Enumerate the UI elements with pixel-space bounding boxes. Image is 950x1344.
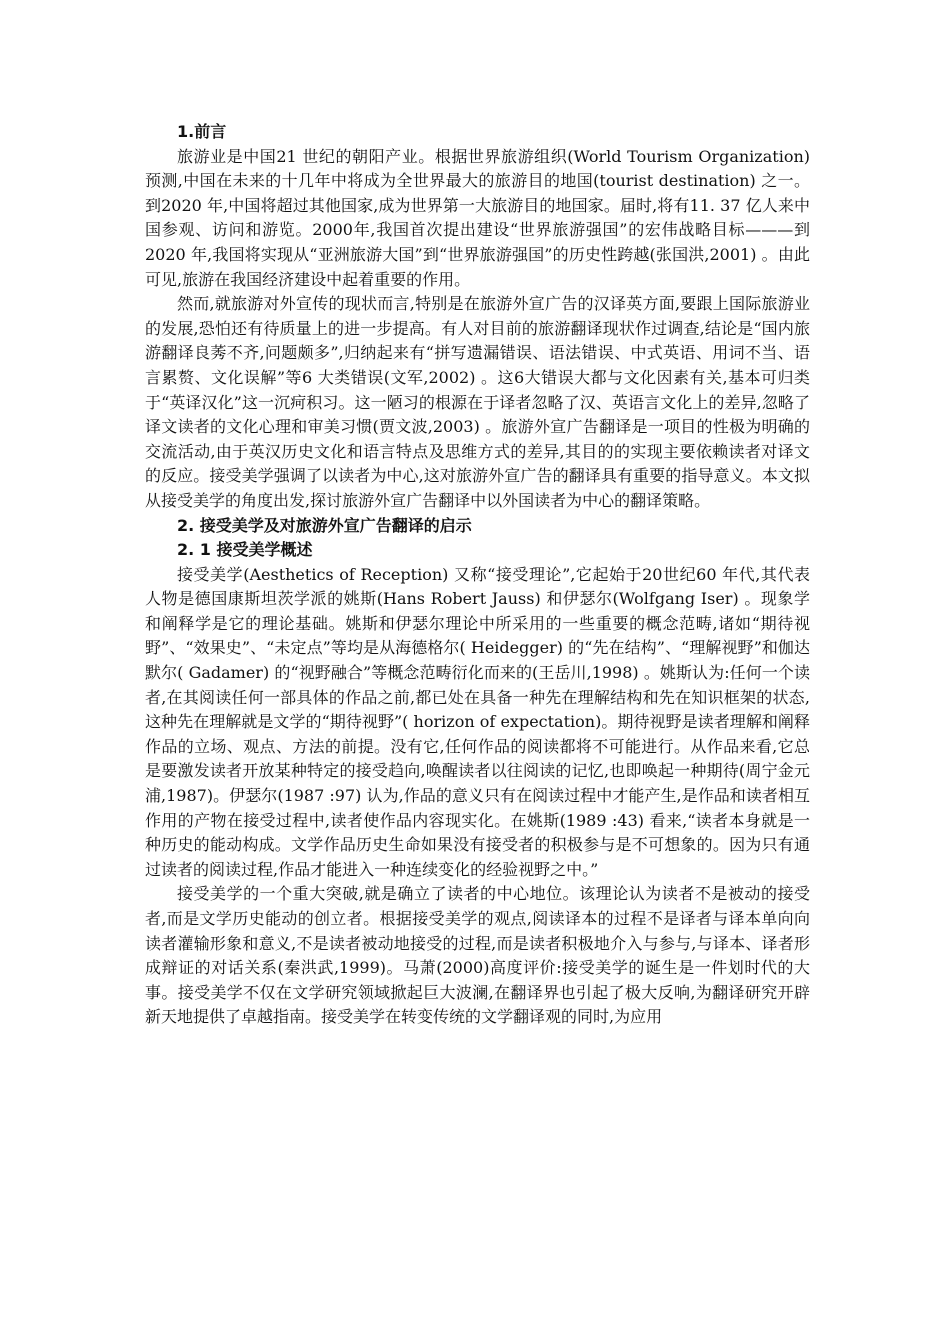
document-body [145, 120, 810, 1030]
subsection-heading-overview: 2. 1 接受美学概述 [177, 540, 313, 560]
paragraph: 旅游业是中国21 世纪的朝阳产业。根据世界旅游组织(World Tourism Organization) 预测,中国在未来的十几年中将成为全世界最大的旅游目的地国(tourist destination) 之一。到2020 年,中国将超过其他国家,成为世界第一大旅游目的地国家。届时,将有11. 37 亿人来中国参观、访问和游览。2000年,我国首次提出建设“世界旅游强国”的宏伟战略目标———到2020 年,我国将实现从“亚洲旅游大国”到“世界旅游强国”的历史性跨越(张国洪,2001) 。由此可见,旅游在我国经济建设中起着重要的作用。 [145, 146, 810, 289]
paragraph: 接受美学(Aesthetics of Reception) 又称“接受理论”,它起始于20世纪60 年代,其代表人物是德国康斯坦茨学派的姚斯(Hans Robert Jauss) 和伊瑟尔(Wolfgang Iser) 。现象学和阐释学是它的理论基础。姚斯和伊瑟尔理论中所采用的一些重要的概念范畴,诸如“期待视野”、“效果史”、“未定点”等均是从海德格尔( Heidegger) 的“先在结构”、“理解视野”和伽达默尔( Gadamer) 的“视野融合”等概念范畴衍化而来的(王岳川,1998) 。姚斯认为:任何一个读者,在其阅读任何一部具体的作品之前,都已处在具备一种先在理解结构和先在知识框架的状态,这种先在理解就是文学的“期待视野”( horizon of expectation)。期待视野是读者理解和阐释作品的立场、观点、方法的前提。没有它,任何作品的阅读都将不可能进行。从作品来看,它总是要激发读者开放某种特定的接受趋向,唤醒读者以往阅读的记忆,也即唤起一种期待(周宁金元浦,1987)。伊瑟尔(1987 :97) 认为,作品的意义只有在阅读过程中才能产生,是作品和读者相互作用的产物在接受过程中,读者使作品内容现实化。在姚斯(1989 :43) 看来,“读者本身就是一种历史的能动构成。文学作品历史生命如果没有接受者的积极参与是不可想象的。因为只有通过读者的阅读过程,作品才能进入一种连续变化的经验视野之中。” [145, 564, 810, 879]
paragraph: 接受美学的一个重大突破,就是确立了读者的中心地位。该理论认为读者不是被动的接受者,而是文学历史能动的创立者。根据接受美学的观点,阅读译本的过程不是译者与译本单向向读者灌输形象和意义,不是读者被动地接受的过程,而是读者积极地介入与参与,与译本、译者形成辩证的对话关系(秦洪武,1999)。马萧(2000)高度评价:接受美学的诞生是一件划时代的大事。接受美学不仅在文学研究领域掀起巨大波澜,在翻译界也引起了极大反响,为翻译研究开辟新天地提供了卓越指南。接受美学在转变传统的文学翻译观的同时,为应用 [145, 884, 810, 1027]
paragraph: 然而,就旅游对外宣传的现状而言,特别是在旅游外宣广告的汉译英方面,要跟上国际旅游业的发展,恐怕还有待质量上的进一步提高。有人对目前的旅游翻译现状作过调查,结论是“国内旅游翻译良莠不齐,问题颇多”,归纳起来有“拼写遗漏错误、语法错误、中式英语、用词不当、语言累赘、文化误解”等6 大类错误(文军,2002) 。这6大错误大都与文化因素有关,基本可归类于“英译汉化”这一沉疴积习。这一陋习的根源在于译者忽略了汉、英语言文化上的差异,忽略了译文读者的文化心理和审美习惯(贾文波,2003) 。旅游外宣广告翻译是一项目的性极为明确的交流活动,由于英汉历史文化和语言特点及思维方式的差异,其目的的实现主要依赖读者对译文的反应。接受美学强调了以读者为中心,这对旅游外宣广告的翻译具有重要的指导意义。本文拟从接受美学的角度出发,探讨旅游外宣广告翻译中以外国读者为中心的翻译策略。 [145, 294, 810, 510]
section-heading-reception-aesthetics: 2. 接受美学及对旅游外宣广告翻译的启示 [177, 515, 472, 535]
section-heading-preface: 1.前言 [177, 122, 227, 141]
